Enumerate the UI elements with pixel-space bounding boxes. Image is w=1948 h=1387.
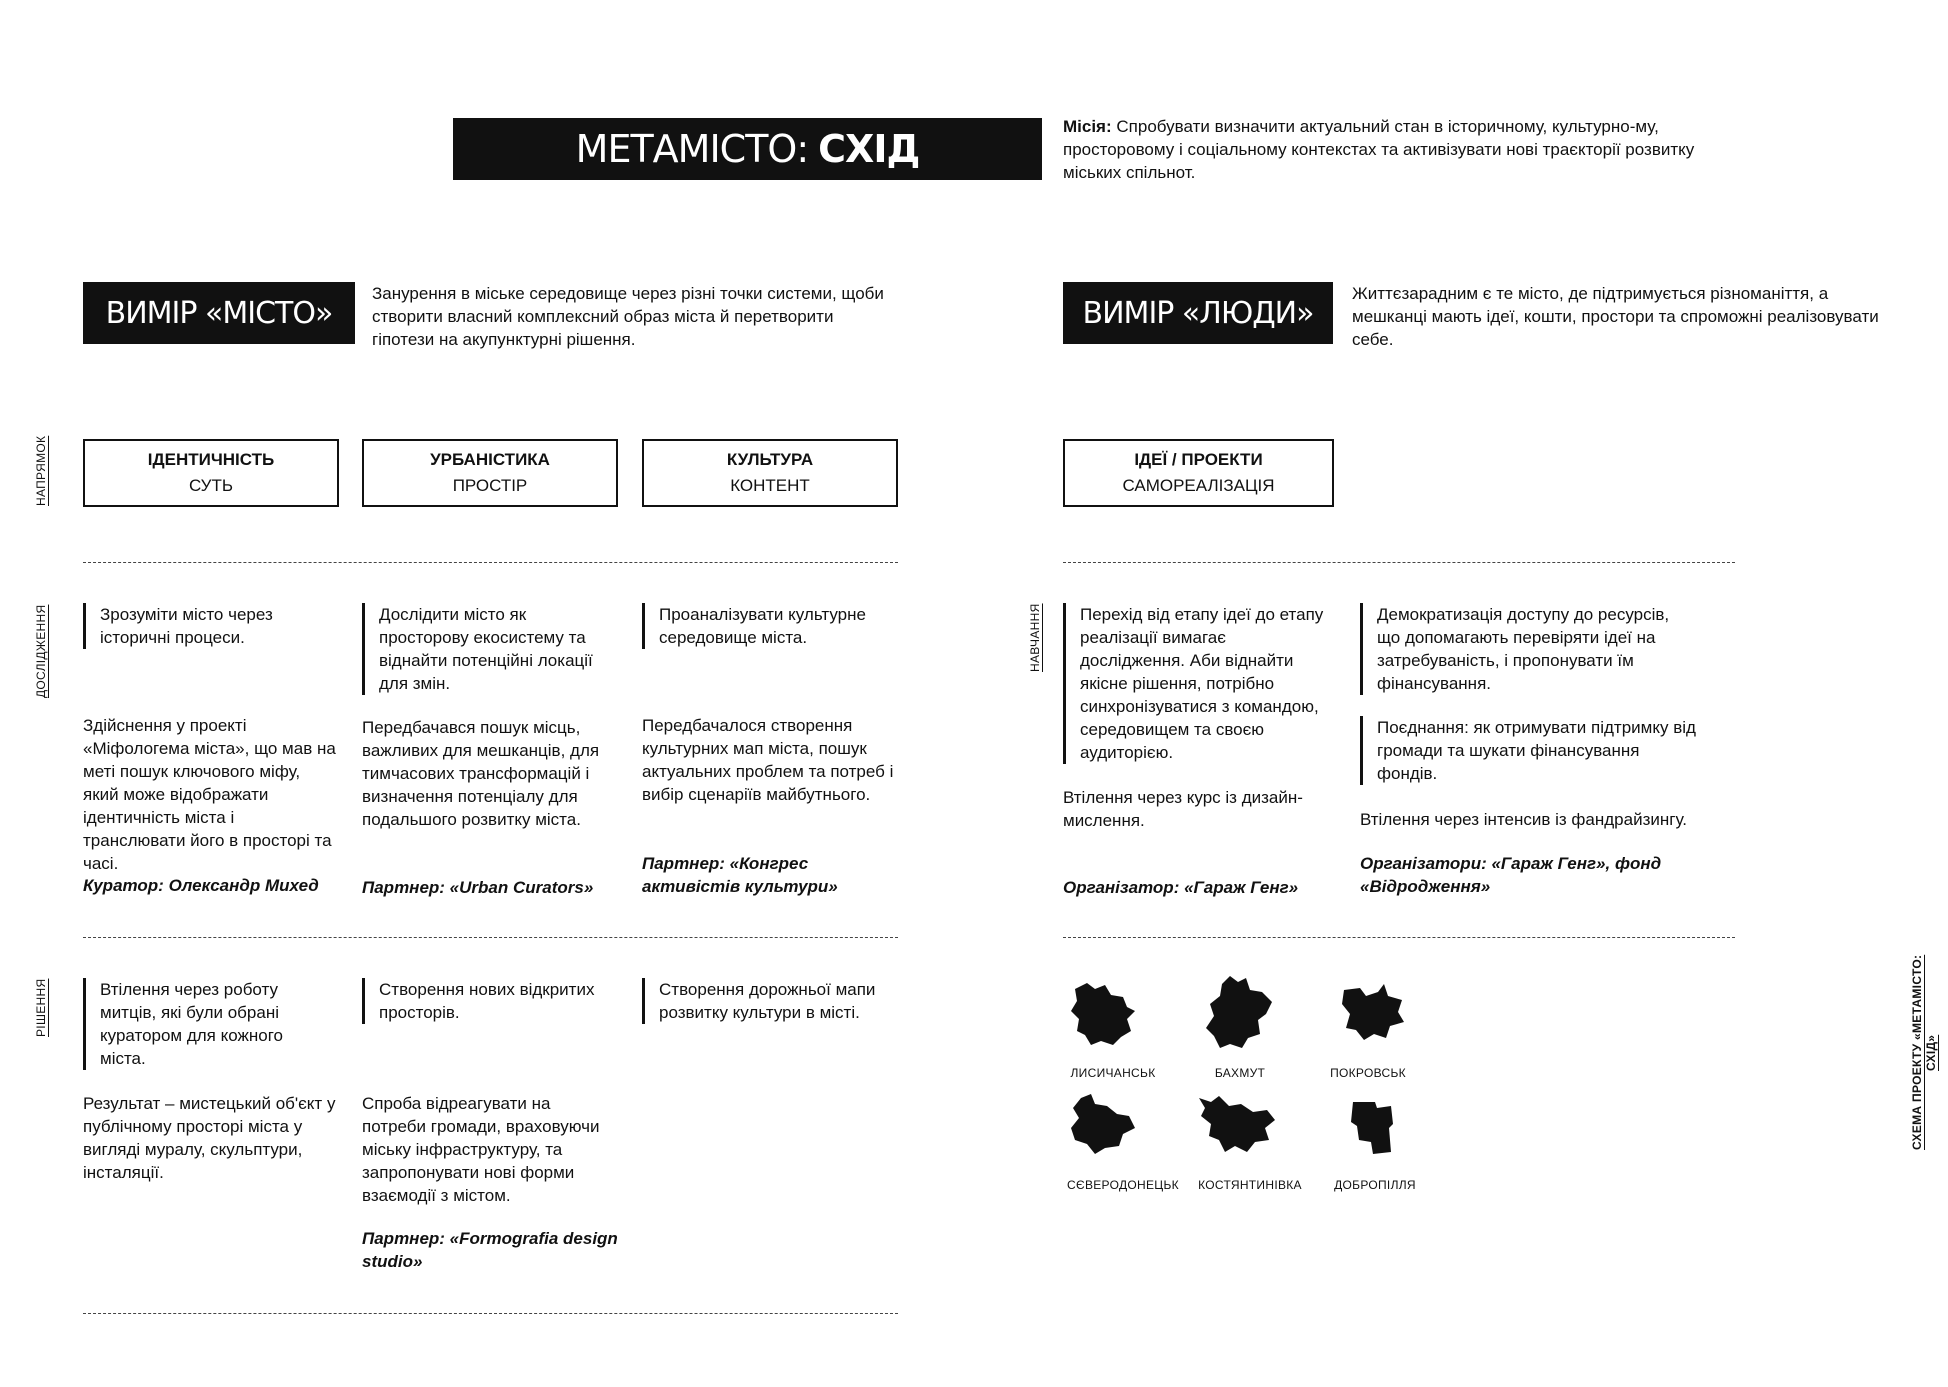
separator-line: [83, 562, 898, 563]
identity-research-goal: Зрозуміти місто через історичні процеси.: [83, 603, 330, 649]
direction-label: НАПРЯМОК: [34, 435, 48, 506]
lysychansk-map-icon: [1065, 975, 1140, 1050]
ideas-training-text: Втілення через курс із дизайн-мислення.: [1063, 788, 1303, 830]
category-subtitle: ПРОСТІР: [452, 476, 528, 495]
kostiantynivka-map-icon: [1195, 1092, 1280, 1157]
category-urbanism: [362, 439, 618, 507]
identity-research-text: Здійснення у проекті «Міфологема міста», що мав на меті пошук ключового міфу, який може відображати ідентичність міста і транслювати його в просторі та часі.: [83, 716, 336, 873]
mission-text: Спробувати визначити актуальний стан в історичному, культурно-му, просторовому і соціальному контекстах та активізувати нові траєкторії розвитку міських спільнот.: [1063, 117, 1695, 182]
city-name-dobropillia: ДОБРОПІЛЛЯ: [1334, 1178, 1416, 1192]
pokrovsk-map-icon: [1338, 982, 1408, 1042]
ideas-training-organizer: Організатор: «Гараж Генг»: [1063, 878, 1299, 897]
city-name-kostiantynivka: КОСТЯНТИНІВКА: [1198, 1178, 1302, 1192]
urbanism-solution-goal: Створення нових відкритих просторів.: [362, 978, 624, 1024]
page-title: [453, 118, 1042, 180]
category-culture: [642, 439, 898, 507]
urbanism-research-goal: Дослідити місто як просторову екосистему та віднайти потенційні локації для змін.: [362, 603, 619, 695]
urbanism-partner: Партнер: «Urban Curators»: [362, 878, 594, 897]
funding-goal: Демократизація доступу до ресурсів, що допомагають перевіряти ідеї на затребуваність, і пропонувати їм фінансування.: [1360, 603, 1697, 695]
bakhmut-map-icon: [1200, 972, 1280, 1052]
solution-label: РІШЕННЯ: [34, 978, 48, 1038]
urbanism-research-text: Передбачався пошук місць, важливих для мешканців, для тимчасових трансформацій і визначення потенціалу для подальшого розвитку міста.: [362, 718, 600, 829]
people-dimension-title: ВИМІР «ЛЮДИ»: [1063, 282, 1333, 344]
category-subtitle: СУТЬ: [188, 476, 234, 495]
city-dimension-title: ВИМІР «МІСТО»: [83, 282, 355, 344]
funding-organizers: Організатори: «Гараж Генг», фонд «Відродження»: [1360, 854, 1662, 896]
category-title: УРБАНІСТИКА: [430, 450, 550, 469]
separator-line: [1063, 937, 1735, 938]
dobropillia-map-icon: [1345, 1098, 1400, 1158]
separator-line: [83, 937, 898, 938]
research-label: ДОСЛІДЖЕННЯ: [34, 604, 48, 698]
category-title: ІДЕЇ / ПРОЕКТИ: [1134, 450, 1263, 469]
city-name-pokrovsk: ПОКРОВСЬК: [1330, 1066, 1406, 1080]
separator-line: [1063, 562, 1735, 563]
ideas-training-goal: Перехід від етапу ідеї до етапу реалізації вимагає дослідження. Аби віднайти якісне рішення, потрібно синхронізуватися з командою, середовищем та своєю аудиторією.: [1063, 603, 1325, 764]
mission-label: Місія:: [1063, 117, 1112, 136]
category-identity: [83, 439, 339, 507]
scheme-label: СХЕМА ПРОЕКТУ «МЕТАМІСТО: СХІД»: [1910, 954, 1938, 1151]
identity-solution-goal: Втілення через роботу митців, які були обрані куратором для кожного міста.: [83, 978, 330, 1070]
category-title: КУЛЬТУРА: [726, 450, 814, 469]
culture-solution-goal: Створення дорожньої мапи розвитку культури в місті.: [642, 978, 899, 1024]
culture-research-text: Передбачалося створення культурних мап міста, пошук актуальних проблем та потреб і вибір сценаріїв майбутнього.: [642, 716, 894, 804]
city-dimension-description: Занурення в міське середовище через різні точки системи, щоби створити власний комплексний образ міста й перетворити гіпотези на акупунктурні рішення.: [372, 284, 884, 349]
title-light: МЕТАМІСТО:: [575, 127, 809, 171]
urbanism-solution-text: Спроба відреагувати на потреби громади, враховуючи міську інфраструктуру, та запропонувати нові форми взаємодії з містом.: [362, 1094, 600, 1205]
culture-research-goal: Проаналізувати культурне середовище міста.: [642, 603, 899, 649]
category-subtitle: САМОРЕАЛІЗАЦІЯ: [1122, 476, 1275, 495]
separator-line: [83, 1313, 898, 1314]
identity-curator: Куратор: Олександр Михед: [83, 876, 319, 895]
title-bold: СХІД: [818, 127, 920, 171]
funding-text: Втілення через інтенсив із фандрайзингу.: [1360, 810, 1687, 829]
city-name-lysychansk: ЛИСИЧАНСЬК: [1070, 1066, 1156, 1080]
urbanism-solution-partner: Партнер: «Formografia design studio»: [362, 1229, 618, 1271]
identity-solution-text: Результат – мистецький об'єкт у публічному просторі міста у вигляді муралу, скульптури, інсталяції.: [83, 1094, 336, 1182]
city-name-bakhmut: БАХМУТ: [1214, 1066, 1266, 1080]
category-subtitle: КОНТЕНТ: [730, 476, 810, 495]
city-name-sievierodonetsk: СЄВЕРОДОНЕЦЬК: [1067, 1178, 1179, 1192]
funding-combination: Поєднання: як отримувати підтримку від громади та шукати фінансування фондів.: [1360, 716, 1697, 785]
category-title: ІДЕНТИЧНІСТЬ: [147, 450, 275, 469]
sievierodonetsk-map-icon: [1065, 1092, 1140, 1157]
people-dimension-description: Життєзарадним є те місто, де підтримується різноманіття, а мешканці мають ідеї, кошти, простори та спроможні реалізовувати себе.: [1352, 284, 1879, 349]
culture-partner: Партнер: «Конгрес активістів культури»: [642, 854, 838, 896]
category-ideas: [1063, 439, 1334, 507]
mission-statement: [1063, 115, 1703, 184]
training-label: НАВЧАННЯ: [1028, 603, 1042, 673]
